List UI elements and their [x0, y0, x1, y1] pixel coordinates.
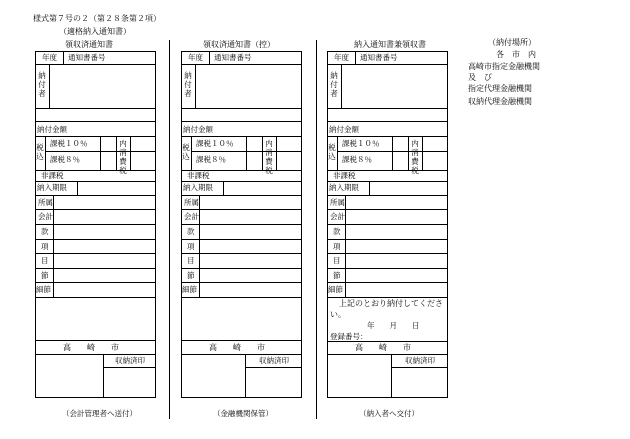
city-name: 高 崎 市 — [63, 343, 119, 352]
account-row-label: 款 — [187, 227, 195, 236]
form-footer: （納入者へ交付） — [359, 409, 419, 418]
due-date-label: 納入期限 — [183, 183, 213, 192]
received-stamp-label: 収納済印 — [115, 356, 145, 365]
remittance-notice-copy-form — [181, 0, 301, 439]
payment-place-item: 指定代理金融機関 — [468, 84, 532, 93]
form-title: 領収済通知書（控） — [203, 40, 275, 49]
nontaxable-label: 非課税 — [41, 171, 64, 180]
account-row-label: 所属 — [38, 198, 53, 207]
received-stamp-label: 収納済印 — [405, 356, 435, 365]
account-row-label: 款 — [41, 227, 49, 236]
form-title: 領収済通知書 — [65, 40, 113, 49]
consumption-tax-label: 内消費税 — [119, 139, 127, 175]
notice-number-label: 通知書番号 — [214, 53, 252, 62]
form-footer: （会計管理者へ送付） — [62, 409, 137, 418]
receipt-message: 上記のとおり納付してくださ — [339, 299, 443, 308]
remittance-notice-form — [35, 0, 155, 439]
account-row-label: 款 — [333, 227, 341, 236]
date-line: 年 月 日 — [367, 321, 420, 330]
form-footer: （金融機関保管） — [213, 409, 273, 418]
account-row-label: 細節 — [36, 285, 51, 294]
city-name: 高 崎 市 — [209, 343, 265, 352]
year-label: 年度 — [42, 53, 57, 62]
payment-place-item: 各 市 内 — [496, 50, 536, 59]
form-title: 納入通知書兼領収書 — [354, 40, 426, 49]
account-row-label: 目 — [41, 256, 49, 265]
receipt-message-cont: い。 — [330, 310, 346, 319]
payment-place-item: 高崎市指定金融機関 — [468, 62, 540, 71]
account-row-label: 節 — [41, 271, 49, 280]
tax10-label: 課税１０％ — [196, 139, 234, 148]
notice-number-label: 通知書番号 — [68, 53, 106, 62]
tax8-label: 課税８％ — [50, 155, 80, 164]
form-separator — [316, 40, 317, 419]
form-number: 様式第７号の２（第２８条第２項） — [33, 14, 161, 23]
tax8-label: 課税８％ — [342, 155, 372, 164]
payment-place-item: 及 び — [468, 73, 492, 82]
registration-number-label: 登録番号： — [330, 332, 368, 341]
payment-places-heading: （納付場所） — [488, 38, 536, 47]
account-row-label: 項 — [41, 242, 49, 251]
tax10-label: 課税１０％ — [50, 139, 88, 148]
account-row-label: 所属 — [330, 198, 345, 207]
taxable-label: 税込 — [36, 143, 44, 161]
due-date-label: 納入期限 — [37, 183, 67, 192]
account-row-label: 会計 — [38, 212, 53, 221]
amount-label: 納付金額 — [329, 125, 359, 134]
due-date-label: 納入期限 — [329, 183, 359, 192]
account-row-label: 会計 — [330, 212, 345, 221]
year-label: 年度 — [188, 53, 203, 62]
account-row-label: 細節 — [328, 285, 343, 294]
payer-label: 納付者 — [330, 71, 338, 98]
payer-label: 納付者 — [184, 71, 192, 98]
amount-label: 納付金額 — [37, 125, 67, 134]
taxable-label: 税込 — [328, 143, 336, 161]
account-row-label: 所属 — [184, 198, 199, 207]
consumption-tax-label: 内消費税 — [411, 139, 419, 175]
taxable-label: 税込 — [182, 143, 190, 161]
account-row-label: 目 — [187, 256, 195, 265]
account-row-label: 項 — [187, 242, 195, 251]
payment-place-item: 収納代理金融機関 — [468, 97, 532, 106]
amount-label: 納付金額 — [183, 125, 213, 134]
form-subtitle: （適格納入通知書） — [59, 27, 131, 36]
account-row-label: 項 — [333, 242, 341, 251]
form-separator — [169, 40, 170, 419]
payer-label: 納付者 — [38, 71, 46, 98]
received-stamp-label: 収納済印 — [259, 356, 289, 365]
notice-number-label: 通知書番号 — [360, 53, 398, 62]
consumption-tax-label: 内消費税 — [265, 139, 273, 175]
nontaxable-label: 非課税 — [333, 171, 356, 180]
account-row-label: 目 — [333, 256, 341, 265]
payment-notice-receipt-form — [327, 0, 447, 439]
account-row-label: 節 — [187, 271, 195, 280]
year-label: 年度 — [334, 53, 349, 62]
tax8-label: 課税８％ — [196, 155, 226, 164]
account-row-label: 会計 — [184, 212, 199, 221]
tax10-label: 課税１０％ — [342, 139, 380, 148]
nontaxable-label: 非課税 — [187, 171, 210, 180]
account-row-label: 細節 — [182, 285, 197, 294]
account-row-label: 節 — [333, 271, 341, 280]
city-name: 高 崎 市 — [355, 343, 411, 352]
